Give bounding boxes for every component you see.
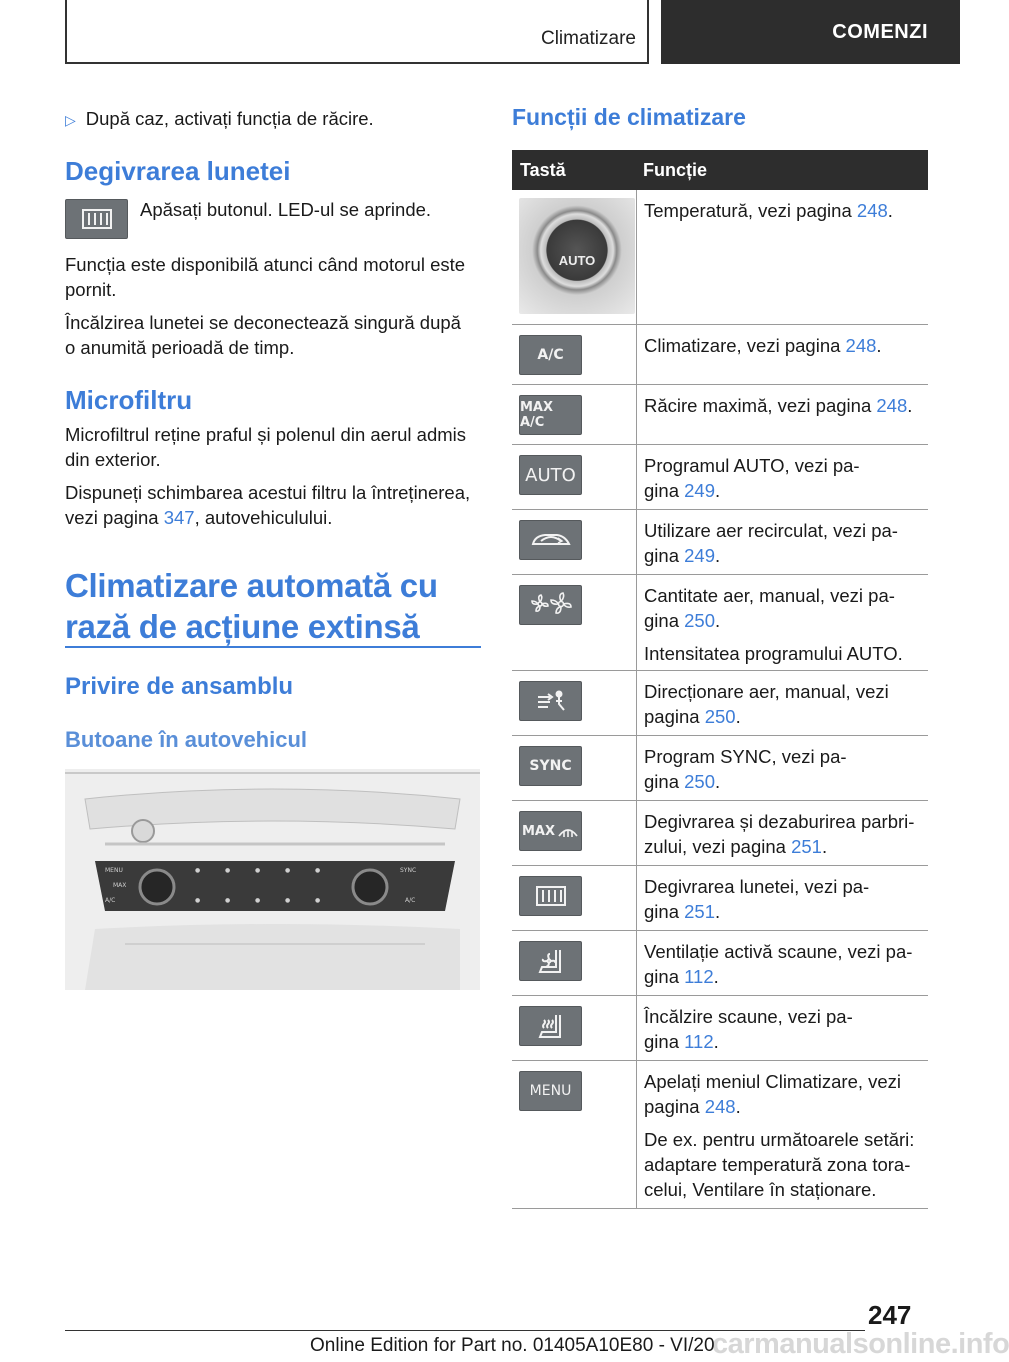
svg-text:●: ● [225, 897, 231, 904]
page-link[interactable]: 248 [856, 200, 888, 221]
row-desc: Direcționare aer, manual, vezi pagina 250. [644, 681, 889, 727]
table-row [512, 445, 928, 510]
page-link[interactable]: 249 [684, 545, 715, 566]
triangle-bullet-icon: ▷ [65, 112, 76, 128]
rear-defrost-p1: Apăsați butonul. LED-ul se aprinde. [140, 199, 432, 220]
seat-heating-icon [519, 1006, 582, 1046]
row-desc: Climatizare, vezi pagina 248. [644, 335, 882, 356]
header-chapter-tab: COMENZI [661, 0, 960, 64]
row-desc: Degivrarea lunetei, vezi pa- gina 251. [644, 876, 870, 922]
microfilter-p1: Microfiltrul reține praful și polenul din aerul admis din exterior. [65, 424, 467, 470]
svg-text:MAX: MAX [113, 882, 127, 889]
table-row [512, 736, 928, 801]
row-desc: Temperatură, vezi pagina 248. [644, 200, 893, 221]
table-column-divider [636, 190, 637, 1208]
row-desc: Degivrarea și dezaburirea parbri- zului, vezi pagina 251. [644, 811, 915, 857]
chapter-heading-rule [65, 646, 481, 648]
page-link[interactable]: 251 [684, 901, 715, 922]
svg-text:●: ● [255, 897, 261, 904]
svg-text:●: ● [315, 897, 321, 904]
page-link[interactable]: 250 [704, 706, 736, 727]
page-link[interactable]: 248 [704, 1096, 736, 1117]
sync-button-icon: SYNC [519, 746, 582, 786]
rear-defrost-p3: Încălzirea lunetei se deconectează singură după o anumită perioadă de timp. [65, 312, 461, 358]
page-link-347[interactable]: 347 [163, 507, 195, 528]
svg-text:●: ● [255, 867, 261, 874]
heading-overview: Privire de ansamblu [65, 673, 294, 700]
svg-text:●: ● [195, 897, 201, 904]
row-desc: Programul AUTO, vezi pa- gina 249. [644, 455, 860, 501]
page-link[interactable]: 250 [684, 771, 715, 792]
heading-microfilter: Microfiltru [65, 385, 193, 415]
climate-functions-table [512, 150, 928, 1209]
table-row [512, 931, 928, 996]
row-desc: Program SYNC, vezi pa- gina 250. [644, 746, 847, 792]
microfilter-p2: Dispuneți schimbarea acestui filtru la întreținerea, vezi pagina 347, autovehiculului. [65, 482, 471, 528]
header-rule-left [65, 0, 67, 64]
air-direction-icon [519, 681, 582, 721]
col-header-function: Funcție [643, 159, 708, 180]
table-row [512, 575, 928, 671]
table-row [512, 190, 928, 325]
svg-text:SYNC: SYNC [400, 867, 417, 874]
table-row [512, 866, 928, 931]
watermark: carmanualsonline.info [712, 1328, 1009, 1360]
table-row [512, 671, 928, 736]
rear-defrost-p2: Funcția este disponibilă atunci când motorul este pornit. [65, 254, 466, 300]
max-ac-button-icon: MAX A/C [519, 395, 582, 435]
table-row [512, 1061, 928, 1209]
temperature-knob-icon: AUTO [519, 198, 635, 314]
row-desc: Răcire maximă, vezi pagina 248. [644, 395, 913, 416]
svg-text:●: ● [195, 867, 201, 874]
page-link[interactable]: 112 [684, 1031, 714, 1052]
rear-window-defrost-icon [65, 199, 128, 239]
row-desc: Utilizare aer recirculat, vezi pa- gina 249. [644, 520, 898, 566]
header-rule-mid [647, 0, 649, 64]
heading-buttons-in-vehicle: Butoane în autovehicul [65, 727, 308, 752]
header-section-title: Climatizare [540, 28, 636, 49]
recirculation-icon [519, 520, 582, 560]
header-rule-bottom [65, 62, 649, 64]
svg-text:A/C: A/C [405, 897, 416, 904]
climate-panel-image [65, 769, 480, 990]
svg-text:●: ● [315, 867, 321, 874]
page-link[interactable]: 112 [684, 966, 714, 987]
bullet-text: După caz, activați funcția de răcire. [85, 108, 374, 129]
page-number: 247 [868, 1300, 912, 1330]
svg-text:●: ● [285, 867, 291, 874]
footer-edition: Online Edition for Part no. 01405A10E80 - VI/20 [310, 1335, 715, 1356]
bullet-line [65, 106, 374, 133]
heading-rear-defrost: Degivrarea lunetei [65, 156, 291, 186]
chapter-heading: Climatizare automată cu rază de acțiune extinsă [65, 567, 438, 645]
row-desc: Apelați meniul Climatizare, vezi pagina 248. De ex. pentru următoarele setări: adaptare temperatură zona tora- celui, Ventilare în staționare. [644, 1071, 915, 1200]
table-row [512, 510, 928, 575]
seat-ventilation-icon [519, 941, 582, 981]
svg-text:●: ● [285, 897, 291, 904]
page-link[interactable]: 248 [845, 335, 877, 356]
ac-button-icon: A/C [519, 335, 582, 375]
max-defrost-icon: MAX [519, 811, 582, 851]
svg-text:MENU: MENU [105, 867, 123, 874]
page-link[interactable]: 249 [684, 480, 715, 501]
row-desc: Încălzire scaune, vezi pa- gina 112. [644, 1006, 853, 1052]
table-row [512, 325, 928, 385]
svg-text:A/C: A/C [105, 897, 116, 904]
page-link[interactable]: 250 [684, 610, 715, 631]
table-row [512, 801, 928, 866]
row-desc: Cantitate aer, manual, vezi pa- gina 250. Intensitatea programului AUTO. [644, 585, 903, 664]
table-row [512, 996, 928, 1061]
heading-climate-functions: Funcții de climatizare [512, 104, 746, 130]
col-header-key: Tastă [520, 159, 566, 180]
row-desc: Ventilație activă scaune, vezi pa- gina 112. [644, 941, 913, 987]
page-link[interactable]: 248 [876, 395, 908, 416]
fan-speed-icon [519, 585, 582, 625]
page-link[interactable]: 251 [791, 836, 822, 857]
table-header [512, 150, 928, 190]
rear-defrost-icon [519, 876, 582, 916]
svg-text:●: ● [225, 867, 231, 874]
auto-button-icon: AUTO [519, 455, 582, 495]
menu-button-icon: MENU [519, 1071, 582, 1111]
table-row [512, 385, 928, 445]
